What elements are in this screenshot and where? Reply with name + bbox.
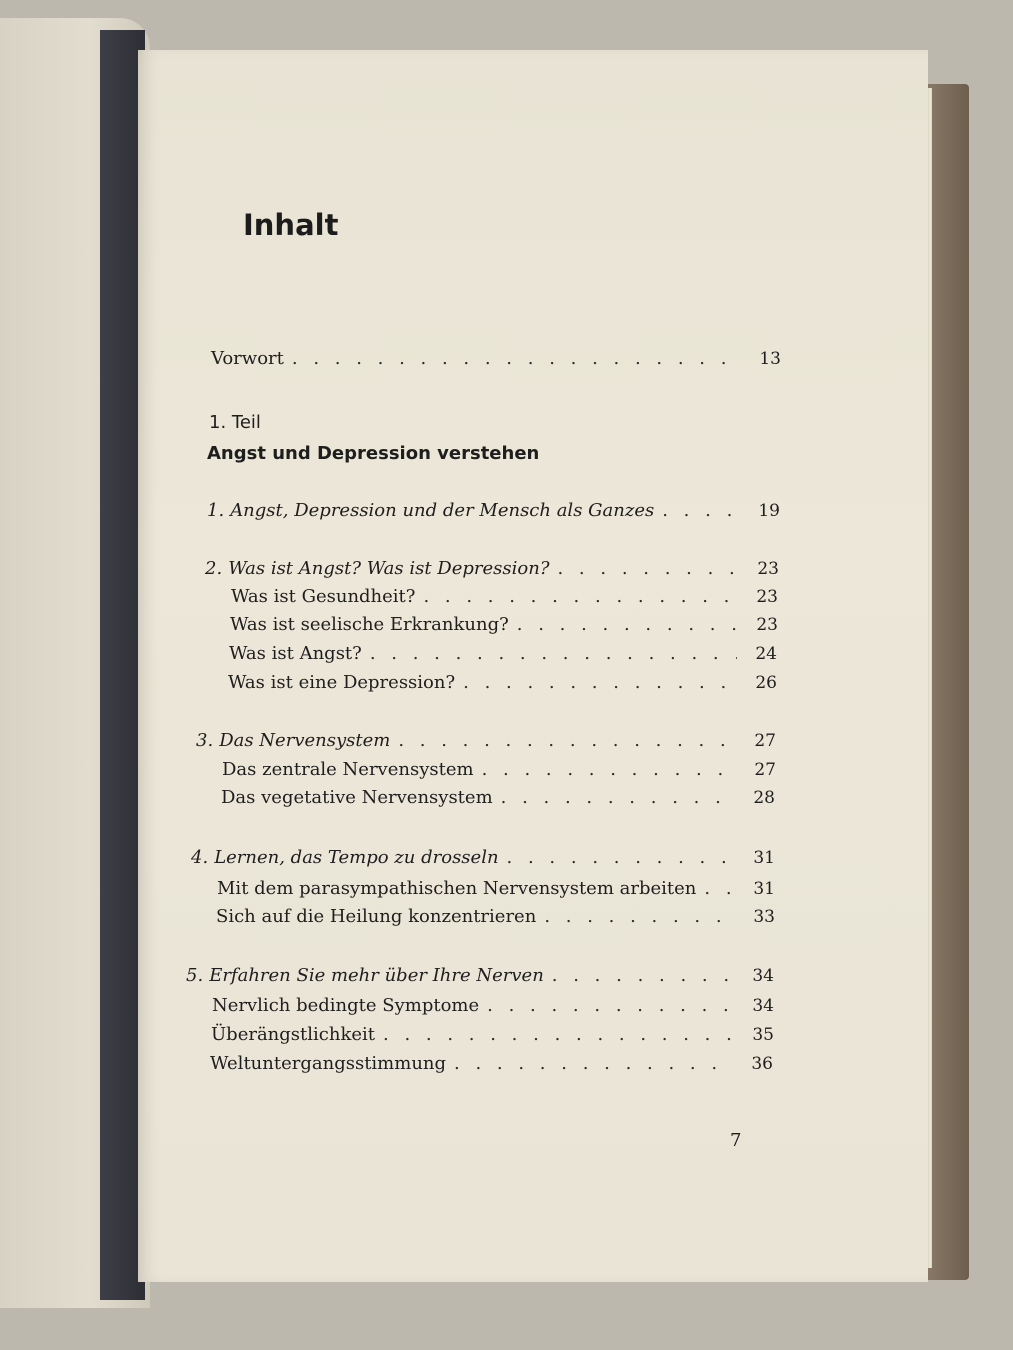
toc-page-number: 26	[755, 673, 777, 693]
toc-label: Erfahren Sie mehr über Ihre Nerven	[209, 965, 544, 986]
part-number: 1. Teil	[209, 412, 261, 433]
toc-page-number: 36	[751, 1054, 773, 1074]
part-title: Angst und Depression verstehen	[207, 443, 540, 464]
toc-section	[231, 586, 778, 607]
toc-leader	[557, 558, 739, 579]
toc-page-number: 27	[754, 731, 776, 751]
toc-leader	[704, 878, 735, 899]
toc-label: Angst, Depression und der Mensch als Ganzes	[230, 500, 655, 521]
toc-chapter-1	[207, 500, 780, 521]
toc-label: Was ist eine Depression?	[228, 672, 456, 693]
toc-chapter-3	[196, 730, 776, 751]
toc-page-number: 27	[754, 760, 776, 780]
toc-page-number: 35	[752, 1025, 774, 1045]
toc-label: Weltuntergangsstimmung	[210, 1053, 447, 1074]
toc-leader	[552, 965, 734, 986]
toc-chapter-4	[191, 847, 775, 868]
toc-page-number: 19	[758, 501, 780, 521]
toc-leader	[501, 787, 735, 808]
toc-leader	[482, 759, 736, 780]
toc-leader	[544, 906, 735, 927]
toc-leader	[454, 1053, 733, 1074]
toc-label: Überängstlichkeit	[211, 1024, 376, 1045]
toc-chapter-5	[186, 965, 774, 986]
toc-label: Mit dem parasympathischen Nervensystem arbeiten	[217, 878, 697, 899]
toc-page-number: 33	[753, 907, 775, 927]
toc-section	[211, 1024, 774, 1045]
toc-section	[230, 614, 778, 635]
toc-section	[228, 672, 777, 693]
toc-section	[221, 787, 775, 808]
toc-leader	[662, 500, 740, 521]
toc-leader	[370, 643, 737, 664]
toc-chapter-2	[205, 558, 779, 579]
toc-label: Sich auf die Heilung konzentrieren	[216, 906, 537, 927]
toc-entry-vorwort	[211, 348, 781, 369]
toc-section	[216, 906, 775, 927]
toc-leader	[487, 995, 734, 1016]
toc-page-number: 23	[756, 615, 778, 635]
chapter-number: 4.	[191, 847, 209, 868]
toc-page-number: 13	[759, 349, 781, 369]
toc-section	[210, 1053, 773, 1074]
toc-leader	[383, 1024, 734, 1045]
toc-page-number: 28	[753, 788, 775, 808]
toc-label: Vorwort	[211, 348, 284, 369]
toc-leader	[517, 614, 738, 635]
toc-page-number: 31	[753, 879, 775, 899]
toc-page-number: 31	[753, 848, 775, 868]
toc-leader	[292, 348, 741, 369]
toc-leader	[398, 730, 736, 751]
toc-page-number: 34	[752, 996, 774, 1016]
toc-section	[217, 878, 775, 899]
toc-leader	[463, 672, 737, 693]
chapter-number: 2.	[205, 558, 223, 579]
toc-section	[212, 995, 774, 1016]
toc-label: Lernen, das Tempo zu drosseln	[214, 847, 499, 868]
toc-label: Das vegetative Nervensystem	[221, 787, 493, 808]
toc-label: Das zentrale Nervensystem	[222, 759, 474, 780]
toc-leader	[423, 586, 738, 607]
page-number: 7	[730, 1130, 742, 1151]
toc-label: Was ist Angst? Was ist Depression?	[228, 558, 550, 579]
toc-leader	[507, 847, 735, 868]
toc-label: Nervlich bedingte Symptome	[212, 995, 480, 1016]
page-title: Inhalt	[243, 208, 339, 242]
toc-section	[229, 643, 777, 664]
toc-page-number: 23	[756, 587, 778, 607]
toc-label: Was ist Angst?	[229, 643, 362, 664]
toc-page-number: 34	[752, 966, 774, 986]
toc-page-number: 23	[757, 559, 779, 579]
chapter-number: 3.	[196, 730, 214, 751]
chapter-number: 5.	[186, 965, 204, 986]
toc-page-number: 24	[755, 644, 777, 664]
toc-label: Was ist Gesundheit?	[231, 586, 416, 607]
toc-label: Was ist seelische Erkrankung?	[230, 614, 509, 635]
toc-label: Das Nervensystem	[219, 730, 391, 751]
toc-section	[222, 759, 776, 780]
chapter-number: 1.	[207, 500, 225, 521]
